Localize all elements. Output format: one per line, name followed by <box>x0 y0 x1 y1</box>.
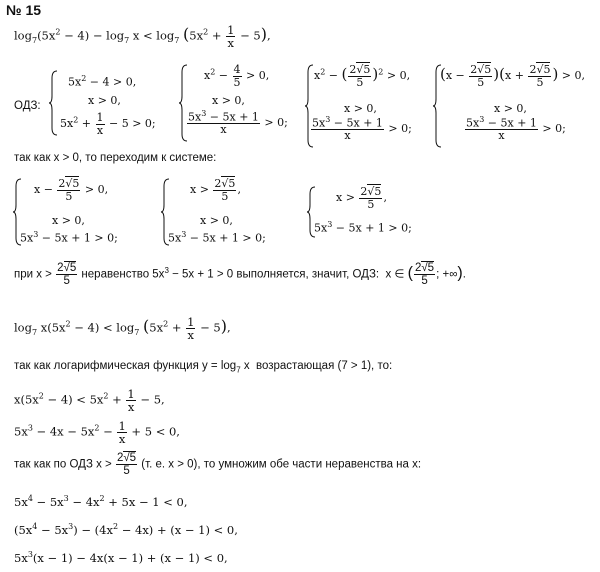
inequality-step-5: $5x^4 - 5x^3 - 4x^2 + 5x - 1 < 0$, <box>14 494 188 509</box>
system-6: x > $\frac{2√5}{5}$ , x > 0, $5x^3 - 5x + 1 > 0$; <box>160 178 280 246</box>
problem-number: № 15 <box>6 2 42 18</box>
text-log-increasing: так как логарифмическая функция $y = \log_7 x$ возрастающая (7 > 1), то: <box>14 360 393 375</box>
odz-system-4: (x − $\frac{2√5}{5}$ )(x + $\frac{2√5}{5}$ ) > 0, x > 0, $\frac{5x^3 - 5x + 1}{x}$ > 0; <box>432 64 600 148</box>
odz-system-2: $x^2$ − $\frac{4}{5}$ > 0, x > 0, $\frac{5x^3 - 5x + 1}{x}$ > 0; <box>178 64 298 142</box>
inequality-step-6: $(5x^4 - 5x^3) - (4x^2 - 4x) + (x - 1) < 0$, <box>14 522 238 537</box>
odz-label: ОДЗ: <box>14 100 41 112</box>
inequality-combined: $\log_7 x(5x^2 - 4) < \log_7 (5x^2$ + $\frac{1}{x}$ − 5), <box>14 315 231 343</box>
text-odz-conclusion: при x > $\frac{2√5}{5}$ неравенство $5x^3 - 5x + 1 > 0$ выполняется, значит, ОДЗ: x ∈ ( $\frac{2√5}{5}$ ; +∞). <box>14 262 466 288</box>
brace-icon <box>48 70 58 136</box>
odz-system-1: $5x^2 - 4 > 0$, x > 0, $5x^2$ + $\frac{1}{x}$ − 5 > 0; <box>48 70 168 136</box>
inequality-step-7: $5x^3(x - 1) - 4x(x - 1) + (x - 1) < 0$, <box>14 550 228 565</box>
text-multiply-x: так как по ОДЗ x > $\frac{2√5}{5}$ (т. е. x > 0), то умножим обе части неравенства на x: <box>14 452 422 478</box>
inequality-original: $\log_7(5x^2 - 4) - \log_7 x < \log_7 (5x^2$ + $\frac{1}{x}$ − 5), <box>14 23 271 51</box>
text-transition-1: так как x > 0, то переходим к системе: <box>14 152 217 164</box>
system-7: x > $\frac{2√5}{5}$ , $5x^3 - 5x + 1 > 0$; <box>306 186 426 238</box>
system-5: x − $\frac{2√5}{5}$ > 0, x > 0, $5x^3 - 5x + 1 > 0$; <box>12 178 132 246</box>
inequality-step-3: $x(5x^2 - 4) < 5x^2$ + $\frac{1}{x}$ − 5, <box>14 387 165 415</box>
odz-system-3: $x^2$ − ( $\frac{2√5}{5}$ )$^2$ > 0, x > 0, $\frac{5x^3 - 5x + 1}{x}$ > 0; <box>304 64 424 148</box>
inequality-step-4: $5x^3 - 4x - 5x^2$ − $\frac{1}{x}$ + 5 < 0, <box>14 419 180 447</box>
